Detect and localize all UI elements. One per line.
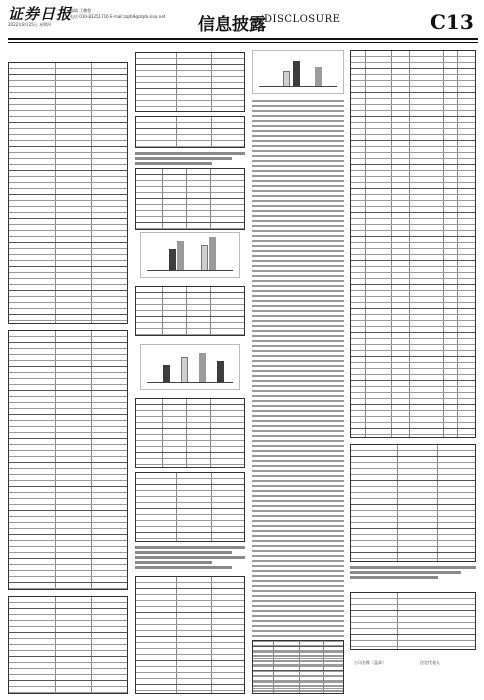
table-row xyxy=(9,583,127,589)
segment-table xyxy=(135,286,245,336)
bottom-detail-table xyxy=(252,640,344,694)
asset-detail-table xyxy=(350,444,476,562)
major-contracts-table xyxy=(350,50,476,438)
bar-chart-3 xyxy=(252,50,344,94)
balance-sheet-table xyxy=(8,62,128,324)
signature-label: 公司名称（盖章） xyxy=(354,660,386,665)
table-row xyxy=(136,459,244,465)
chart-bar xyxy=(163,365,170,383)
bar-chart-2 xyxy=(140,344,240,390)
chart-axis xyxy=(147,382,233,383)
signature-table xyxy=(350,592,476,650)
masthead xyxy=(0,0,484,44)
article-text-column xyxy=(252,98,344,694)
signature-label: 法定代表人 xyxy=(420,660,440,665)
chart-axis xyxy=(259,86,337,87)
article-text-block xyxy=(350,566,476,586)
table-row xyxy=(351,429,475,435)
table-row xyxy=(136,141,244,147)
table-row xyxy=(351,553,475,559)
chart-bar xyxy=(201,245,208,271)
chart-bar xyxy=(199,353,206,383)
revenue-breakdown-table xyxy=(135,398,245,468)
table-row xyxy=(136,223,244,229)
page-number: C13 xyxy=(430,10,474,34)
cash-flow-table xyxy=(8,596,128,694)
section-subtitle: DISCLOSURE xyxy=(264,14,341,25)
bar-chart-1 xyxy=(140,232,240,278)
chart-bar xyxy=(177,241,184,271)
related-party-table xyxy=(135,576,245,694)
chart-bar xyxy=(283,71,290,87)
masthead-rule-thin xyxy=(8,42,478,43)
expense-table xyxy=(135,472,245,542)
contact-line: 电话 010-83251716 E-mail:zqrb9@zqrb.sina.net xyxy=(70,14,166,19)
income-statement-table xyxy=(8,330,128,590)
table-row xyxy=(136,533,244,539)
masthead-rule xyxy=(8,38,478,40)
table-row xyxy=(136,685,244,691)
shareholder-table xyxy=(135,116,245,148)
article-text-block xyxy=(135,152,245,166)
section-title: 信息披露 xyxy=(198,15,266,35)
chart-axis xyxy=(147,270,233,271)
key-indicator-table xyxy=(135,52,245,112)
editor-info xyxy=(70,8,165,20)
table-row xyxy=(9,315,127,321)
chart-bar xyxy=(315,67,322,87)
business-data-table xyxy=(135,168,245,230)
chart-bar xyxy=(169,249,176,271)
chart-bar xyxy=(293,61,300,87)
table-row xyxy=(136,329,244,335)
chart-bar xyxy=(217,361,224,383)
table-row xyxy=(253,689,343,694)
chart-bar xyxy=(181,357,188,383)
table-row xyxy=(351,641,475,647)
article-text-block xyxy=(135,546,245,572)
editor-line: 编辑 王鹏程 xyxy=(70,8,92,13)
newspaper-logo: 证券日报 xyxy=(8,5,73,23)
table-row xyxy=(9,687,127,693)
issue-date: 2022年8月25日 星期四 xyxy=(8,22,52,27)
chart-bar xyxy=(209,237,216,271)
table-row xyxy=(136,107,244,112)
